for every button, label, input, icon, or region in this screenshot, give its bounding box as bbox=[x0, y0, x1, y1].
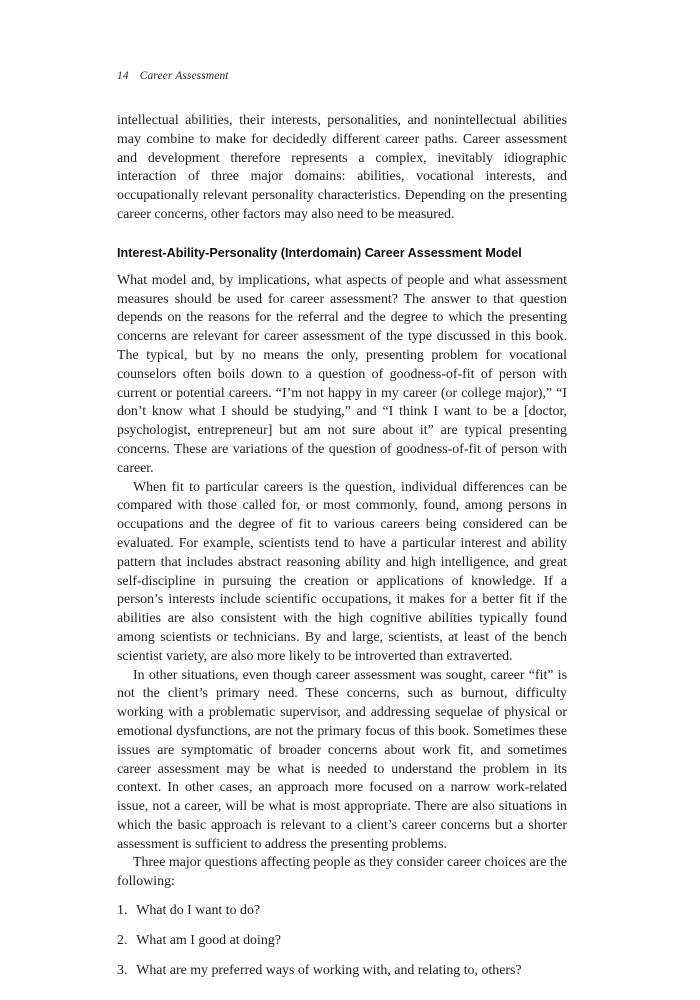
list-number: 2. bbox=[117, 932, 128, 948]
paragraph-three-questions: Three major questions affecting people as they consider career choices are the following: bbox=[117, 855, 567, 890]
list-text: What am I good at doing? bbox=[136, 932, 281, 948]
intro-paragraph: intellectual abilities, their interests, personalities, and nonintellectual abilities may combine to make for decidedly different career paths. Career assessment and development therefore represents a complex, inevitably idiographic interaction of three major domains: abilities, vocational interests, and occupationally relevant personality characteristics. Depending on the presenting career concerns, other factors may also need to be measured. bbox=[117, 113, 567, 222]
paragraph-other-situations: In other situations, even though career assessment was sought, career “fit” is not the client’s primary need. These concerns, such as burnout, difficulty working with a problematic supervisor, and addressing sequelae of physical or emotional dysfunctions, are not the primary focus of this book. Sometimes these issues are symptomatic of broader concerns about work fit, and sometimes career assessment may be what is needed to understand the problem in its context. In other cases, an approach more focused on a narrow work-related issue, not a career, will be what is most appropriate. There are also situations in which the basic approach is relevant to a client’s career concerns but a shorter assessment is sufficient to address the presenting problems. bbox=[117, 667, 567, 852]
list-text: What are my preferred ways of working with, and relating to, others? bbox=[136, 962, 522, 978]
list-item bbox=[117, 932, 567, 951]
list-item bbox=[117, 902, 567, 921]
question-list bbox=[117, 902, 567, 980]
running-head-title: Career Assessment bbox=[139, 70, 229, 82]
paragraph-referral: What model and, by implications, what aspects of people and what assessment measures should be used for career assessment? The answer to that question depends on the reasons for the referral and the degree to which the presenting concerns are relevant for career assessment of the type discussed in this book. The typical, but by no means the only, presenting problem for vocational counselors often boils down to a question of goodness-of-fit of person with current or potential careers. “I’m not happy in my career (or college major),” “I don’t know what I should be studying,” and “I think I want to be a [doctor, psychologist, entrepreneur] but am not sure about it” are typical presenting concerns. These are variations of the question of goodness-of-fit of person with career. bbox=[117, 272, 567, 476]
running-head bbox=[117, 70, 229, 82]
body-text bbox=[117, 112, 567, 991]
section-heading: Interest-Ability-Personality (Interdomain) Career Assessment Model bbox=[117, 245, 522, 260]
list-number: 3. bbox=[117, 962, 128, 978]
paragraph-fit: When fit to particular careers is the question, individual differences can be compared with those called for, or most commonly, found, among persons in occupations and the degree of fit to various careers being considered can be evaluated. For example, scientists tend to have a particular interest and ability pattern that includes abstract reasoning ability and high intelligence, and great self-discipline in pursuing the creation or applications of knowledge. If a person’s interests include scientific occupations, it makes for a better fit if the abilities are also consistent with the high cognitive abilities typically found among scientists or technicians. By and large, scientists, at least of the bench scientist variety, are also more likely to be introverted than extraverted. bbox=[117, 479, 567, 664]
list-text: What do I want to do? bbox=[136, 903, 261, 919]
page-number: 14 bbox=[117, 70, 129, 82]
list-item bbox=[117, 962, 567, 981]
list-number: 1. bbox=[117, 903, 128, 919]
